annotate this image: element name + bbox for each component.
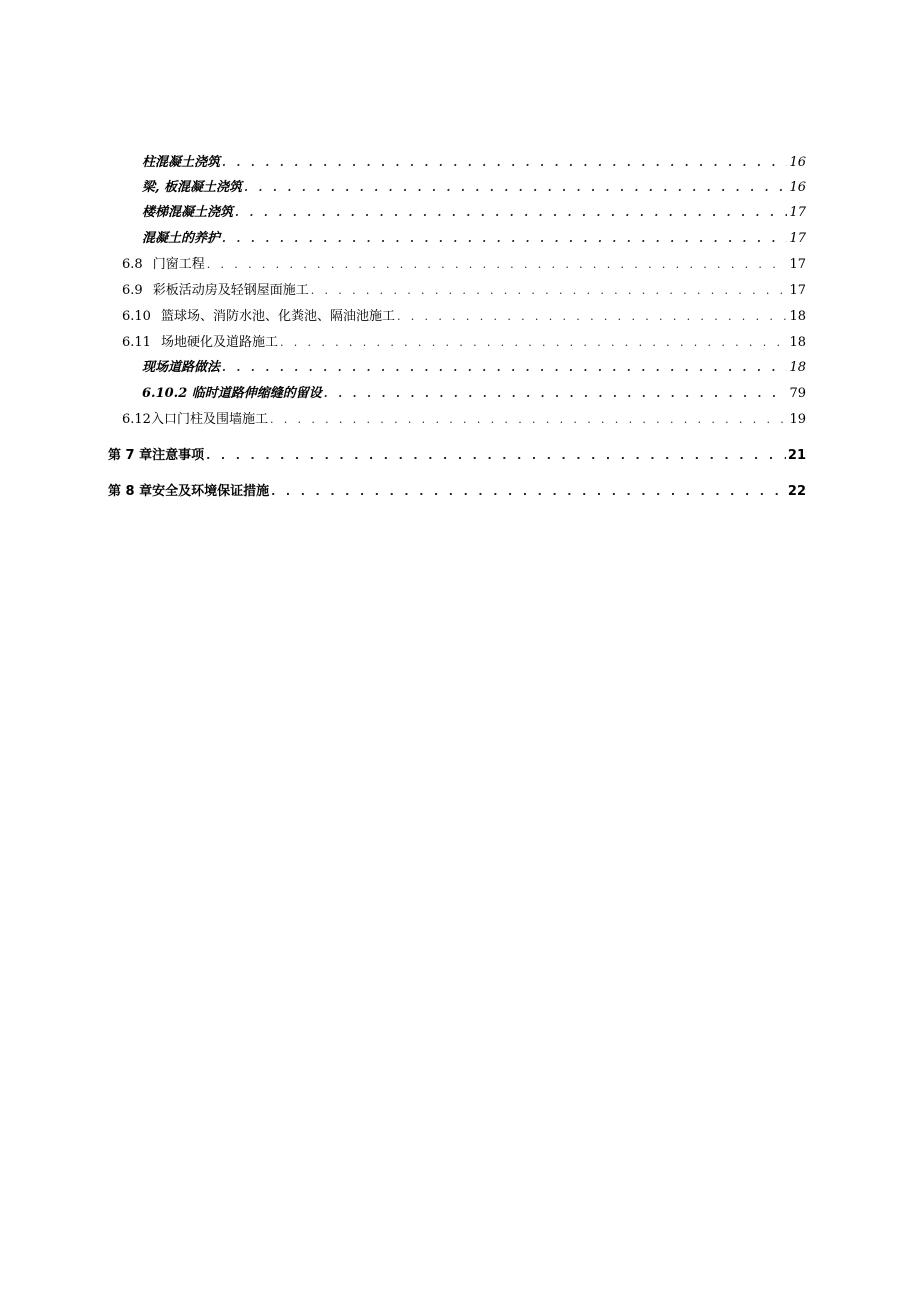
toc-entry-label: 第 7 章注意事项 [108, 448, 205, 463]
toc-leader-dots [397, 306, 787, 328]
toc-entry-label: 场地硬化及道路施工 [160, 335, 278, 350]
toc-entry[interactable] [122, 254, 806, 276]
toc-entry[interactable] [142, 228, 806, 250]
toc-leader-dots [222, 152, 787, 174]
toc-entry-page: 16 [789, 180, 806, 195]
toc-entry-page: 18 [789, 360, 806, 375]
toc-entry-label: 梁, 板混凝土浇筑 [142, 180, 243, 195]
toc-entry-page: 17 [789, 231, 806, 246]
toc-entry[interactable] [122, 280, 806, 302]
toc-leader-dots [324, 383, 788, 405]
toc-entry[interactable] [142, 357, 806, 379]
toc-entry-label: 现场道路做法 [142, 360, 221, 375]
toc-entry-label: 楼梯混凝土浇筑 [142, 205, 234, 220]
toc-entry-page: 79 [789, 386, 806, 401]
toc-entry[interactable] [122, 409, 806, 431]
toc-entry-label: 第 8 章安全及环境保证措施 [108, 484, 270, 499]
toc-entry-label: 篮球场、消防水池、化粪池、隔油池施工 [160, 309, 395, 324]
toc-leader-dots [222, 228, 787, 250]
toc-entry-number: 6.9 [122, 283, 143, 298]
toc-entry-number: 6.10 [122, 309, 151, 324]
toc-entry[interactable] [142, 177, 806, 199]
toc-entry-label: 6.12入口门柱及围墙施工 [122, 412, 268, 427]
toc-entry[interactable] [142, 152, 806, 174]
toc-entry-label: 6.10.2 临时道路伸缩缝的留设 [142, 386, 322, 401]
toc-entry-page: 17 [789, 283, 806, 298]
toc-entry[interactable] [122, 332, 806, 354]
toc-entry-page: 17 [789, 257, 806, 272]
toc-entry-page: 17 [789, 205, 806, 220]
toc-entry-label: 彩板活动房及轻钢屋面施工 [152, 283, 309, 298]
toc-entry-page: 18 [789, 309, 806, 324]
toc-chapter-entry[interactable] [108, 481, 806, 503]
toc-entry-page: 21 [787, 448, 806, 463]
toc-leader-dots [207, 254, 788, 276]
toc-entry-label: 混凝土的养护 [142, 231, 221, 246]
toc-leader-dots [235, 202, 787, 224]
toc-entry-page: 19 [789, 412, 806, 427]
toc-entry-page: 22 [787, 484, 806, 499]
toc-leader-dots [270, 409, 788, 431]
toc-entry[interactable] [142, 383, 806, 405]
toc-entry-page: 18 [789, 335, 806, 350]
toc-entry-number: 6.8 [122, 257, 143, 272]
toc-leader-dots [311, 280, 788, 302]
toc-leader-dots [206, 445, 786, 467]
toc-entry[interactable] [122, 306, 806, 328]
toc-leader-dots [244, 177, 787, 199]
toc-chapter-entry[interactable] [108, 445, 806, 467]
toc-leader-dots [271, 481, 786, 503]
toc-entry-label: 门窗工程 [152, 257, 205, 272]
toc-leader-dots [222, 357, 787, 379]
toc-entry-page: 16 [789, 155, 806, 170]
toc-entry[interactable] [142, 202, 806, 224]
toc-leader-dots [280, 332, 787, 354]
toc-entry-number: 6.11 [122, 335, 151, 350]
toc-entry-label: 柱混凝土浇筑 [142, 155, 221, 170]
